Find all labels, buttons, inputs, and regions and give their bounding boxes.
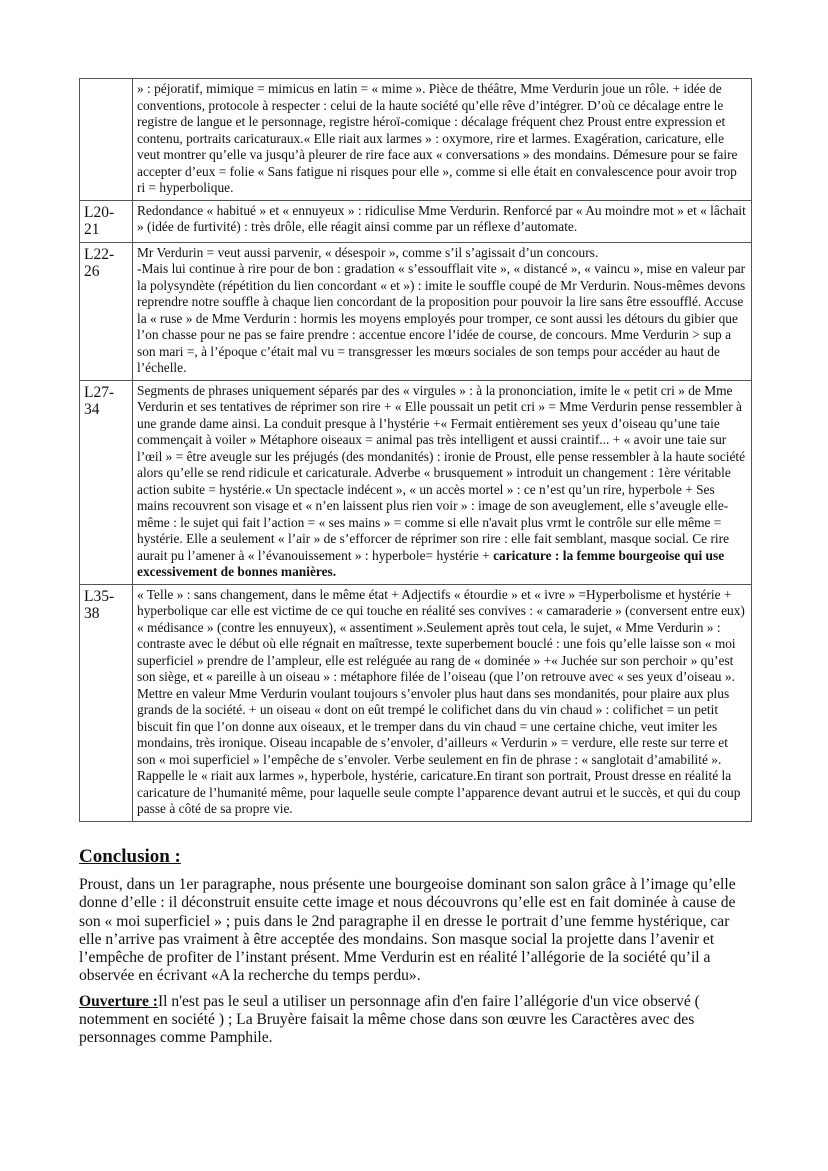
analysis-table <box>79 78 752 822</box>
table-row <box>80 242 752 380</box>
commentary-cell <box>133 380 752 584</box>
line-reference: L20-21 <box>80 200 133 242</box>
line-reference: L35-38 <box>80 584 133 821</box>
table-row <box>80 584 752 821</box>
line-reference: L22-26 <box>80 242 133 380</box>
table-row <box>80 79 752 201</box>
ouverture-label: Ouverture : <box>79 992 158 1010</box>
commentary-text: » : péjoratif, mimique = mimicus en latin = « mime ». Pièce de théâtre, Mme Verdurin joue un rôle. + idée de conventions, protocole à respecter : celui de la haute société qu’elle rêve d’intégrer. D’où ce décalage entre le registre de langue et le personnage, registre héroï-comique : décalage fréquent chez Proust entre expression et contenu, portraits caricaturaux.« Elle riait aux larmes » : oxymore, rire et larmes. Exagération, caricature, elle veut montrer qu’elle va jusqu’à pleurer de rire face aux « conversations » des mondains. Démesure pour se faire accepter d’eux = folie « Sans fatigue ni risques pour elle », comme si elle était en convalescence pour avoir trop ri = hyperbolique. <box>133 79 752 201</box>
commentary-text: Mr Verdurin = veut aussi parvenir, « désespoir », comme s’il s’agissait d’un concours. -Mais lui continue à rire pour de bon : gradation « s’essoufflait vite », « distancé », « vaincu », mise en valeur par la polysyndète (répétition du lien concordant « et ») : imite le souffle coupé de Mr Verdurin. Nous-mêmes devons reprendre notre souffle à chaque lien concordant de la proposition pour pouvoir la lire sans être essoufflé. Accuse la « ruse » de Mme Verdurin : hormis les moyens employés pour tromper, ce sont aussi les détours du gibier que l’on chasse pour ne pas se faire prendre : accentue encore l’idée de course, de concours. Mme Verdurin > sup a son mari =, à l’époque c’était mal vu = transgresser les mœurs sociales de son temps pour accéder au haut de l’échelle. <box>133 242 752 380</box>
line-reference: L27-34 <box>80 380 133 584</box>
conclusion-body: Proust, dans un 1er paragraphe, nous présente une bourgeoise dominant son salon grâce à l’image qu’elle donne d’elle : il déconstruit ensuite cette image et nous découvrons qu’elle est en fait dominée à cause de son « moi superficiel » ; puis dans le 2nd paragraphe il en dresse le portrait d’une femme hystérique, car elle n’arrive pas vraiment à être acceptée des mondains. Son masque social la projette dans l’avenir et l’empêche de profiter de l’instant présent. Mme Verdurin est en réalité l’allégorie de la société qu’il a observée en écrivant «A la recherche du temps perdu». <box>79 876 736 985</box>
ouverture-paragraph <box>79 993 754 1048</box>
table-row <box>80 200 752 242</box>
conclusion-heading: Conclusion : <box>79 846 181 867</box>
ouverture-body: Il n'est pas le seul a utiliser un personnage afin d'en faire l’allégorie d'un vice observé ( notemment en société ) ; La Bruyère faisait la même chose dans son œuvre les Caractères avec des personnages comme Pamphile. <box>79 992 700 1047</box>
commentary-bold-text: caricature : la femme bourgeoise qui use excessivement de bonnes manières. <box>137 547 725 579</box>
commentary-text: « Telle » : sans changement, dans le même état + Adjectifs « étourdie » et « ivre » =Hyperbolisme et hystérie + hyperbolique car elle est victime de ce qui touche en réalité ses convives : « camaraderie » (conversent entre eux) « médisance » (contre les ennuyeux), « assentiment ».Seulement après tout cela, le sujet, « Mme Verdurin » : contraste avec le début où elle régnait en maîtresse, texte superbement bouclé : une fois qu’elle laisse son « moi superficiel » prendre de l’ampleur, elle est reléguée au rang de « dominée » +« Juchée sur son perchoir » qu’est son siège, et « pareille à un oiseau » : métaphore filée de l’oiseau (que l’on retrouve avec « ses yeux d’oiseau ». Mettre en valeur Mme Verdurin voulant toujours s’envoler plus haut dans ses mondanités, pour plaire aux plus grands de la société. + un oiseau « dont on eût trempé le colifichet dans du vin chaud » : colifichet = un petit biscuit fin que l’on donne aux oiseaux, et le tremper dans du vin chaud = une certaine chiche, veut imiter les mondains, très ironique. Oiseau incapable de s’envoler, d’ailleurs « Verdurin » = verdure, elle reste sur terre et son « moi superficiel » l’empêche de s’envoler. Verbe seulement en fin de phrase : « sanglotait d’amabilité ». Rappelle le « riait aux larmes », hyperbole, hystérie, caricature.En tirant son portrait, Proust dresse en réalité la caricature de l’humanité même, pour laquelle seule compte l’apparence devant autrui et le succès, et qui du coup passe à côté de sa propre vie. <box>133 584 752 821</box>
commentary-text: Redondance « habitué » et « ennuyeux » : ridiculise Mme Verdurin. Renforcé par « Au moindre mot » et « lâchait » (idée de furtivité) : très drôle, elle réagit ainsi comme par un réflexe d’automate. <box>133 200 752 242</box>
commentary-text: Segments de phrases uniquement séparés par des « virgules » : à la prononciation, imite le « petit cri » de Mme Verdurin et ses tentatives de réprimer son rire + « Elle poussait un petit cri » = Mme Verdurin pense ressembler à une grande dame ainsi. La conduit presque à l’hystérie +« Fermait entièrement ses yeux d’oiseau qu’une taie commençait à voiler » Métaphore oiseaux = animal pas très intelligent et aussi craintif... + « avoir une taie sur l’œil » = être aveugle sur les préjugés (des mondanités) : ironie de Proust, elle pense ressembler à la haute société alors qu’elle se rend ridicule et caricaturale. Adverbe « brusquement » introduit un changement : 1ère véritable action subite = hystérie.« Un spectacle indécent », « un accès mortel » : ce n’est qu’un rire, hyperbole + Ses mains recouvrent son visage et « n’en laissent plus rien voir » : image de son aveuglement, elle s’aveugle elle-même : le sujet qui fait l’action = « ses mains » = comme si elle n'avait plus vrmt le contrôle sur elle même = hystérie. Elle a seulement « l’air » de s’efforcer de réprimer son rire : elle fait semblant, masque social. Ce rire aurait pu l’amener à « l’évanouissement » : hyperbole= hystérie + <box>137 382 746 563</box>
table-row <box>80 380 752 584</box>
line-reference <box>80 79 133 201</box>
conclusion-section <box>79 846 754 1048</box>
analysis-page <box>79 78 752 822</box>
